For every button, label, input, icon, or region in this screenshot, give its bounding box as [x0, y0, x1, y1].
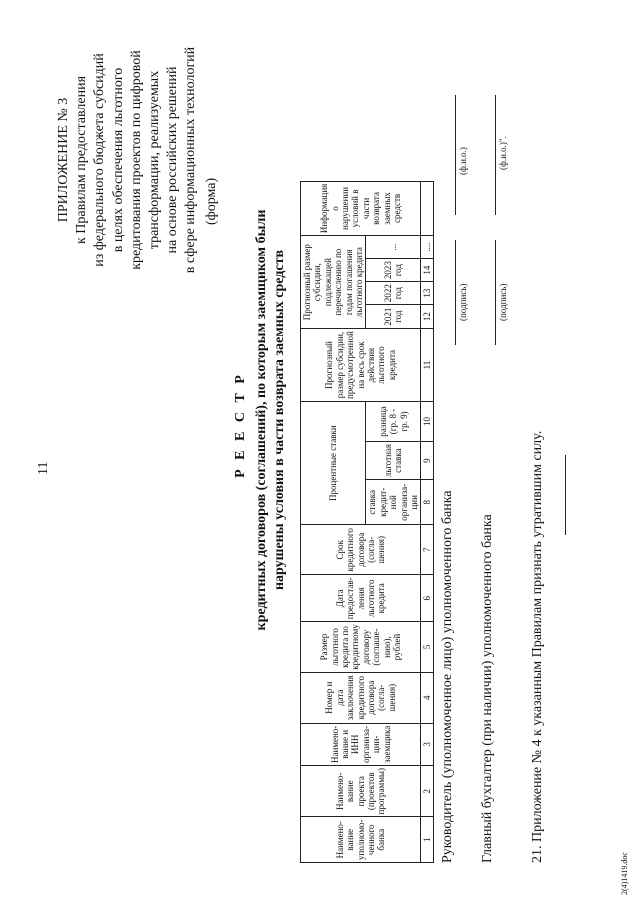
column-number: 2: [421, 766, 434, 817]
header-violation-info: Информация о нарушении условий в части возврата заемных средств: [301, 181, 421, 235]
header-bank: Наимено-вание уполномо-ченного банка: [301, 817, 421, 863]
header-contract-term: Срок кредитного договора (согла-шения): [301, 525, 421, 575]
column-number: ....: [421, 236, 434, 259]
registry-table: [300, 181, 434, 863]
signature-head-podpis: (подпись): [458, 283, 468, 321]
clause-21: 21. Приложение № 4 к указанным Правилам признать утратившим силу.: [530, 430, 545, 863]
column-number: 12: [421, 305, 434, 329]
column-number: 1: [421, 817, 434, 863]
appendix-line: трансформации, реализуемых: [147, 70, 163, 250]
end-separator-line: [565, 455, 566, 535]
header-credit-date: Дата предостав-ления льготного кредита: [301, 575, 421, 622]
column-numbers-row: [421, 181, 434, 862]
appendix-line: на основе российских решений: [165, 66, 181, 254]
signature-accountant-fio: (ф.и.о.)".: [498, 136, 508, 170]
header-year-2021: 2021 год: [366, 305, 421, 329]
header-year-2022: 2022 год: [366, 282, 421, 305]
column-number: 14: [421, 259, 434, 282]
page-number: 11: [36, 461, 51, 475]
subtitle-line-2: нарушены условия в части возврата заемных средств: [272, 249, 287, 591]
document-reference: 2(4)1419.doc: [620, 852, 629, 895]
appendix-line: из федерального бюджета субсидий: [92, 53, 108, 267]
header-project: Наимено-вание проекта (проектов программы): [301, 766, 421, 817]
signature-head-label: Руководитель (уполномоченное лицо) уполномоченного банка: [440, 490, 455, 863]
header-row-1: [301, 181, 366, 862]
appendix-line: в целях обеспечения льготного: [110, 67, 126, 253]
header-forecast-total: Прогнозный размер субсидии, предусмотренной на весь срок действия льготного кредита: [301, 329, 421, 402]
column-number: 3: [421, 723, 434, 765]
signature-head-fio: (ф.и.о.): [458, 147, 468, 175]
subtitle-line-1: кредитных договоров (соглашений), по которым заемщиком были: [254, 209, 269, 631]
header-contract-number: Номер и дата заключения кредитного договора (согла-шения): [301, 672, 421, 723]
column-number: 11: [421, 329, 434, 402]
column-number: 5: [421, 622, 434, 672]
column-number: 4: [421, 672, 434, 723]
header-preferential-rate: льготная ставка: [366, 441, 421, 479]
signature-accountant-label: Главный бухгалтер (при наличии) уполномоченного банка: [480, 514, 495, 863]
signature-head-name-line: [455, 95, 456, 215]
header-forecast-by-year: Прогнозный размер субсидии, подлежащей перечислению по годам погашения льготного кредита: [301, 236, 366, 329]
header-interest-rates: Процентные ставки: [301, 401, 366, 524]
header-credit-amount: Размер льготного кредита по кредитному договору (соглаше-нию), рублей: [301, 622, 421, 672]
signature-accountant-podpis: (подпись): [498, 283, 508, 321]
column-number: 8: [421, 480, 434, 525]
column-number: 13: [421, 282, 434, 305]
signature-accountant-name-line: [495, 95, 496, 215]
header-year-more: ...: [366, 236, 421, 259]
registry-title: Р Е Е С Т Р: [233, 372, 248, 478]
column-number: 9: [421, 441, 434, 479]
header-borrower: Наимено-вание и ИНН организа-ции-заемщика: [301, 723, 421, 765]
column-number: [421, 181, 434, 235]
header-bank-rate: ставка кредит-ной организа-ции: [366, 480, 421, 525]
signature-head-line: [455, 240, 456, 345]
appendix-heading: [55, 5, 201, 315]
appendix-line: кредитования проектов по цифровой: [128, 50, 144, 270]
appendix-line: в сфере информационных технологий: [183, 46, 199, 274]
appendix-line: ПРИЛОЖЕНИЕ № 3: [56, 97, 71, 223]
header-rate-difference: разница (гр. 8 - гр. 9): [366, 401, 421, 441]
registry-subtitle: [253, 95, 289, 745]
column-number: 10: [421, 401, 434, 441]
signature-accountant-line: [495, 240, 496, 345]
header-year-2023: 2023 год: [366, 259, 421, 282]
column-number: 7: [421, 525, 434, 575]
appendix-line: к Правилам предоставления: [74, 75, 90, 245]
column-number: 6: [421, 575, 434, 622]
forma-label: (форма): [204, 177, 219, 225]
